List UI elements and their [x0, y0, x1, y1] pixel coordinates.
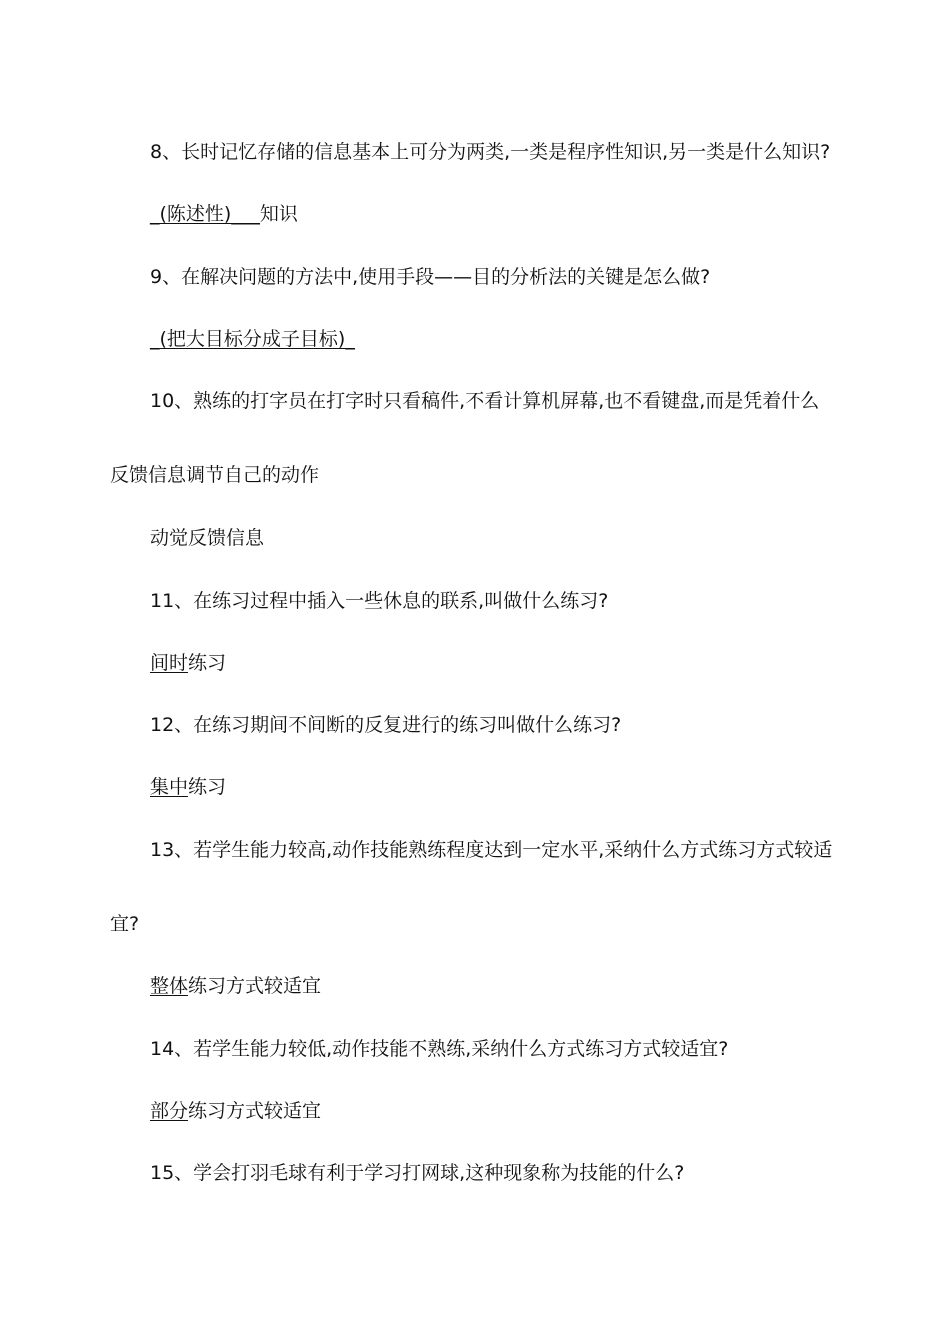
answer-10 [150, 525, 264, 551]
question-13-line-1 [150, 837, 832, 863]
question-9 [150, 264, 710, 290]
answer-12-underlined: 集中 [150, 776, 189, 798]
answer-13 [150, 973, 321, 999]
question-10-line-2 [110, 462, 319, 488]
answer-8-rest: 知识 [259, 203, 298, 225]
answer-11-rest: 练习 [188, 652, 227, 674]
answer-11-underlined: 间时 [150, 652, 189, 674]
question-10-line-1 [150, 388, 819, 414]
question-14 [150, 1036, 728, 1062]
answer-10-rest: 动觉反馈信息 [150, 527, 265, 549]
question-15 [150, 1160, 684, 1186]
question-12-text: 12、在练习期间不间断的反复进行的练习叫做什么练习? [150, 714, 622, 736]
question-10-text-2: 反馈信息调节自己的动作 [110, 464, 320, 486]
answer-13-rest: 练习方式较适宜 [188, 975, 322, 997]
question-8-text: 8、长时记忆存储的信息基本上可分为两类,一类是程序性知识,另一类是什么知识? [150, 141, 831, 163]
question-8 [150, 139, 830, 165]
answer-14 [150, 1098, 321, 1124]
question-13-text-1: 13、若学生能力较高,动作技能熟练程度达到一定水平,采纳什么方式练习方式较适 [150, 839, 833, 861]
question-10-text-1: 10、熟练的打字员在打字时只看稿件,不看计算机屏幕,也不看键盘,而是凭着什么 [150, 390, 820, 412]
question-13-text-2: 宜? [110, 913, 140, 935]
answer-14-rest: 练习方式较适宜 [188, 1100, 322, 1122]
answer-12-rest: 练习 [188, 776, 227, 798]
answer-9-underlined: _(把大目标分成子目标)_ [150, 328, 355, 350]
question-9-text: 9、在解决问题的方法中,使用手段——目的分析法的关键是怎么做? [150, 266, 711, 288]
answer-12 [150, 774, 226, 800]
question-12 [150, 712, 621, 738]
answer-14-underlined: 部分 [150, 1100, 189, 1122]
question-13-line-2 [110, 911, 139, 937]
question-11 [150, 588, 608, 614]
answer-11 [150, 650, 226, 676]
answer-8-underlined: _(陈述性)___ [150, 203, 260, 225]
question-14-text: 14、若学生能力较低,动作技能不熟练,采纳什么方式练习方式较适宜? [150, 1038, 729, 1060]
answer-13-underlined: 整体 [150, 975, 189, 997]
answer-9 [150, 326, 355, 352]
question-11-text: 11、在练习过程中插入一些休息的联系,叫做什么练习? [150, 590, 609, 612]
question-15-text: 15、学会打羽毛球有利于学习打网球,这种现象称为技能的什么? [150, 1162, 685, 1184]
answer-8 [150, 201, 298, 227]
